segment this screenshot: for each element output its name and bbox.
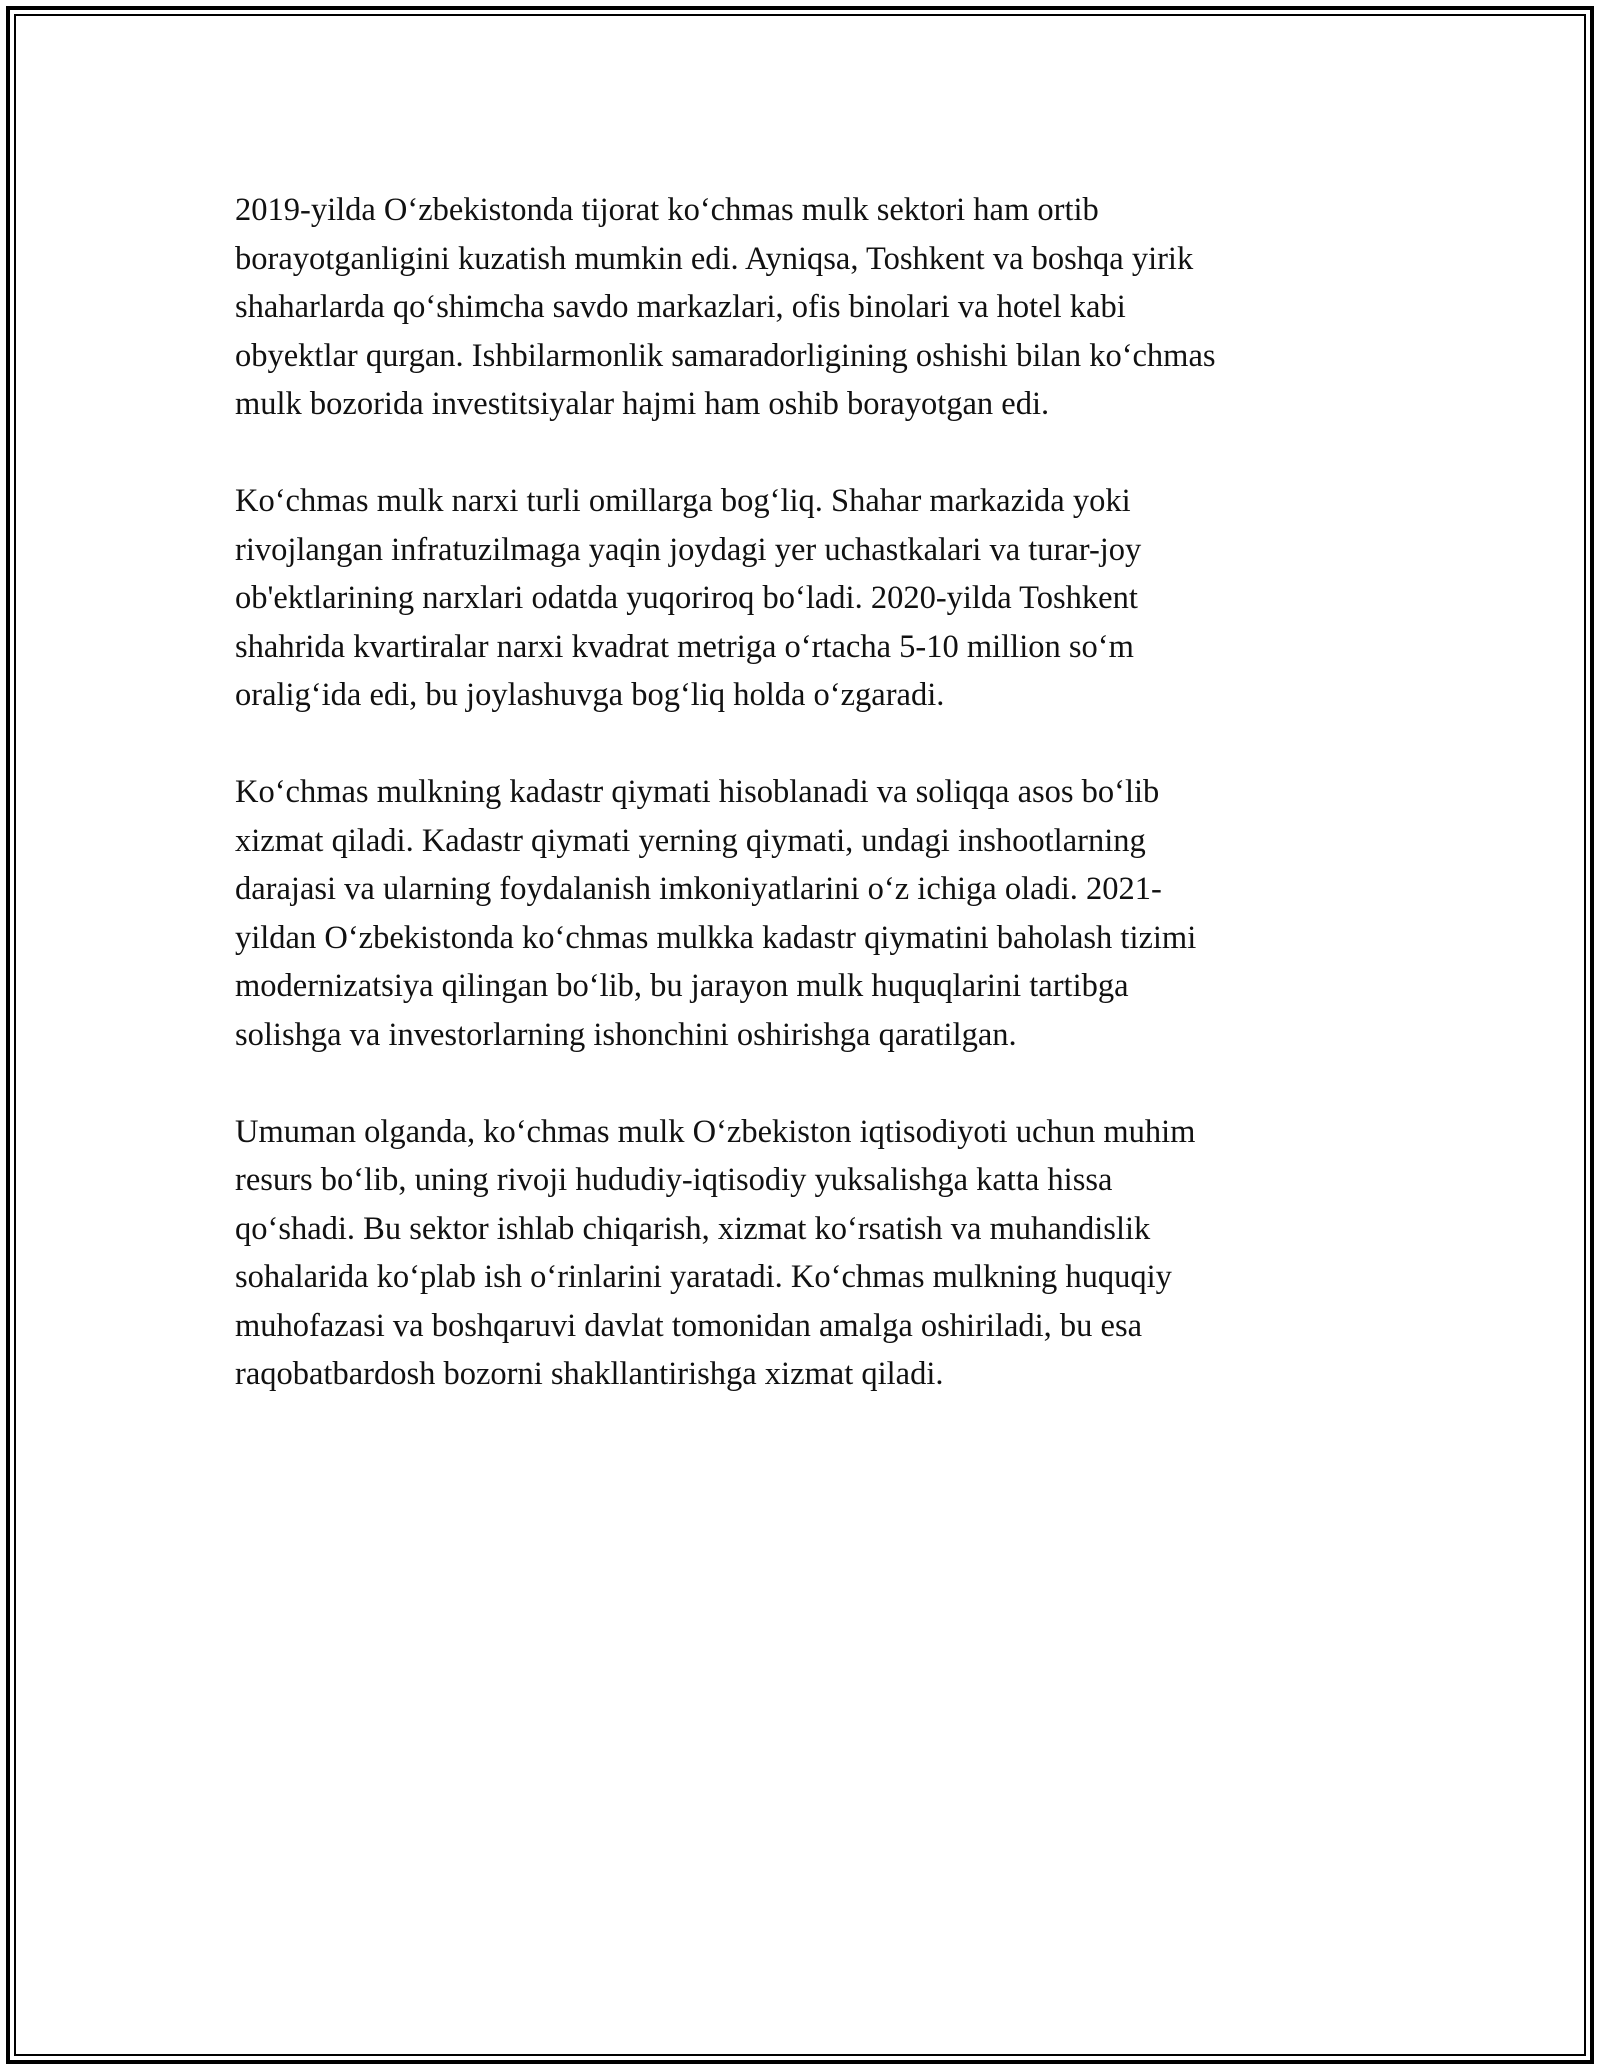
document-body	[235, 186, 1365, 1447]
paragraph-line: 2019-yilda O‘zbekistonda tijorat ko‘chmas mulk sektori ham ortib	[235, 192, 1099, 228]
paragraph-1	[235, 186, 1365, 429]
paragraph-line: yildan O‘zbekistonda ko‘chmas mulkka kadastr qiymatini baholash tizimi	[235, 919, 1197, 956]
paragraph-line: modernizatsiya qilingan bo‘lib, bu jarayon mulk huquqlarini tartibga	[235, 968, 1129, 1004]
paragraph-line: mulk bozorida investitsiyalar hajmi ham oshib borayotgan edi.	[235, 386, 1050, 422]
paragraph-line: qo‘shadi. Bu sektor ishlab chiqarish, xizmat ko‘rsatish va muhandislik	[235, 1210, 1151, 1247]
paragraph-line: oralig‘ida edi, bu joylashuvga bog‘liq holda o‘zgaradi.	[235, 677, 945, 713]
paragraph-3	[235, 768, 1365, 1059]
paragraph-line: muhofazasi va boshqaruvi davlat tomonidan amalga oshiriladi, bu esa	[235, 1307, 1143, 1344]
paragraph-4	[235, 1108, 1365, 1399]
paragraph-line: xizmat qiladi. Kadastr qiymati yerning qiymati, undagi inshootlarning	[235, 822, 1146, 859]
paragraph-line: rivojlangan infratuzilmaga yaqin joydagi yer uchastkalari va turar-joy	[235, 531, 1142, 568]
paragraph-line: shaharlarda qo‘shimcha savdo markazlari, ofis binolari va hotel kabi	[235, 289, 1126, 325]
paragraph-line: sohalarida ko‘plab ish o‘rinlarini yaratadi. Ko‘chmas mulkning huquqiy	[235, 1259, 1172, 1295]
paragraph-line: ob'ektlarining narxlari odatda yuqoriroq bo‘ladi. 2020-yilda Toshkent	[235, 580, 1138, 616]
paragraph-2	[235, 477, 1365, 720]
paragraph-line: Ko‘chmas mulk narxi turli omillarga bog‘liq. Shahar markazida yoki	[235, 483, 1131, 519]
paragraph-line: shahrida kvartiralar narxi kvadrat metriga o‘rtacha 5-10 million so‘m	[235, 628, 1134, 665]
paragraph-line: borayotganligini kuzatish mumkin edi. Ayniqsa, Toshkent va boshqa yirik	[235, 240, 1194, 277]
paragraph-line: resurs bo‘lib, uning rivoji hududiy-iqtisodiy yuksalishga katta hissa	[235, 1162, 1113, 1198]
paragraph-line: darajasi va ularning foydalanish imkoniyatlarini o‘z ichiga oladi. 2021-	[235, 871, 1162, 907]
paragraph-line: raqobatbardosh bozorni shakllantirishga xizmat qiladi.	[235, 1356, 944, 1392]
paragraph-line: Umuman olganda, ko‘chmas mulk O‘zbekiston iqtisodiyoti uchun muhim	[235, 1113, 1196, 1150]
paragraph-line: solishga va investorlarning ishonchini oshirishga qaratilgan.	[235, 1016, 1017, 1053]
paragraph-line: obyektlar qurgan. Ishbilarmonlik samaradorligining oshishi bilan ko‘chmas	[235, 337, 1216, 374]
paragraph-line: Ko‘chmas mulkning kadastr qiymati hisoblanadi va soliqqa asos bo‘lib	[235, 774, 1160, 810]
